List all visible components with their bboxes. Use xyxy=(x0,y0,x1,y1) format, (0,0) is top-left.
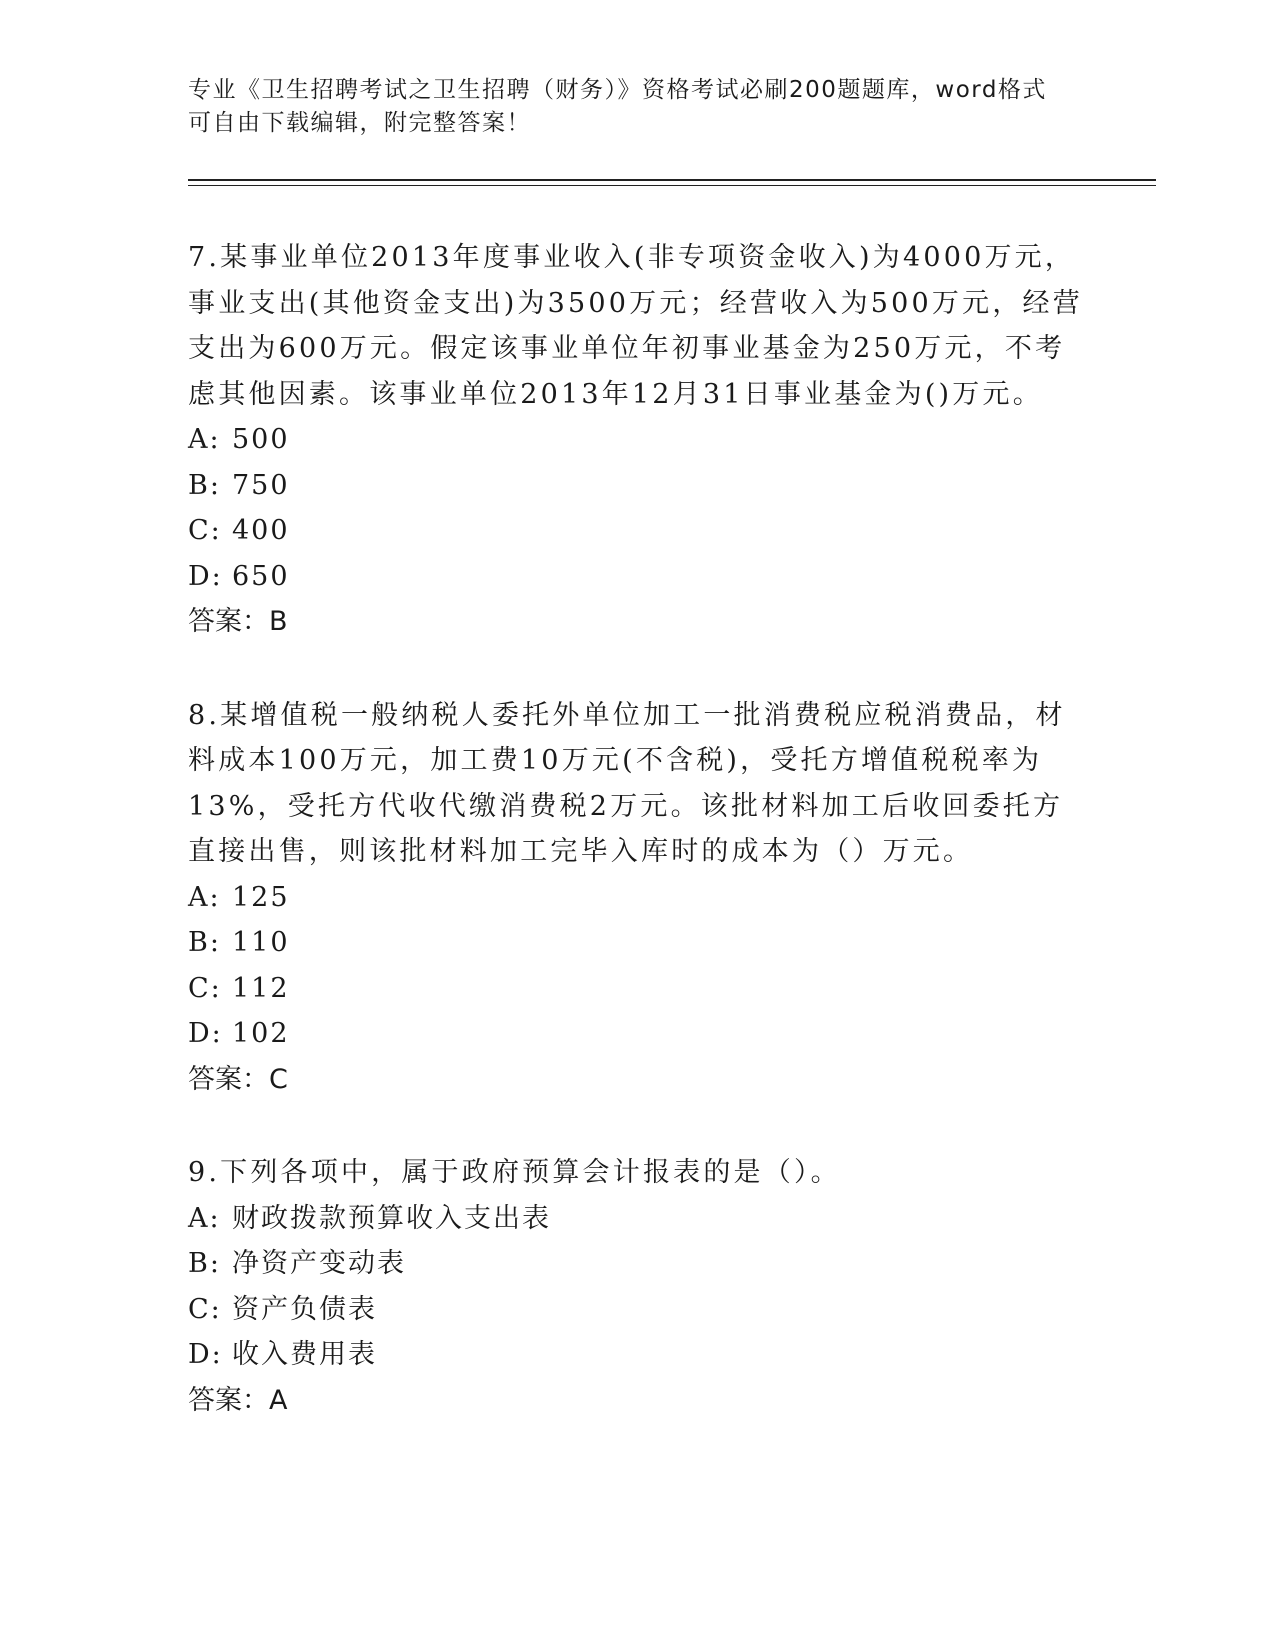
option-key: C: xyxy=(188,972,222,1004)
option-text: 650 xyxy=(232,560,290,592)
answer: 答案：A xyxy=(188,1384,288,1416)
document-header xyxy=(188,74,1068,140)
header-title-line-1: 专业《卫生招聘考试之卫生招聘（财务）》资格考试必刷200题题库，word格式 xyxy=(188,77,1047,103)
question-list xyxy=(188,235,1088,1471)
option-key: D: xyxy=(188,1018,223,1049)
option-key: C: xyxy=(188,515,222,546)
option-d xyxy=(188,554,1088,600)
header-divider xyxy=(188,179,1156,186)
option-key: A: xyxy=(188,1202,221,1234)
option-d xyxy=(188,1011,1088,1057)
option-key: B: xyxy=(188,927,221,958)
option-text: 125 xyxy=(232,881,290,913)
option-c xyxy=(188,966,1088,1012)
option-c xyxy=(188,508,1088,554)
question-9 xyxy=(188,1150,1088,1423)
option-key: A: xyxy=(188,424,221,455)
option-text: 财政拨款预算收入支出表 xyxy=(232,1202,551,1234)
answer: 答案：B xyxy=(188,606,288,637)
answer: 答案：C xyxy=(188,1063,288,1095)
option-b xyxy=(188,463,1088,509)
option-d xyxy=(188,1332,1088,1378)
option-text: 112 xyxy=(232,972,290,1004)
option-key: C: xyxy=(188,1293,222,1325)
option-text: 750 xyxy=(232,469,290,501)
option-key: D: xyxy=(188,560,223,592)
question-stem: 8.某增值税一般纳税人委托外单位加工一批消费税应税消费品，材料成本100万元，加工费10万元(不含税)，受托方增值税税率为13%，受托方代收代缴消费税2万元。该批材料加工后收回委托方直接出售，则该批材料加工完毕入库时的成本为（）万元。 xyxy=(188,699,1066,867)
option-text: 500 xyxy=(232,424,290,455)
option-text: 102 xyxy=(232,1018,290,1049)
option-b xyxy=(188,920,1088,966)
option-text: 资产负债表 xyxy=(232,1293,377,1325)
option-text: 收入费用表 xyxy=(232,1339,377,1370)
header-title-line-2: 可自由下载编辑，附完整答案！ xyxy=(188,110,531,136)
option-text: 110 xyxy=(232,927,290,958)
option-a xyxy=(188,1196,1088,1242)
question-stem: 9.下列各项中，属于政府预算会计报表的是（）。 xyxy=(188,1157,841,1188)
option-a xyxy=(188,875,1088,921)
question-7 xyxy=(188,235,1088,645)
option-key: D: xyxy=(188,1339,223,1370)
option-a xyxy=(188,417,1088,463)
option-key: B: xyxy=(188,1248,221,1279)
option-text: 净资产变动表 xyxy=(232,1248,406,1279)
option-key: A: xyxy=(188,881,221,913)
option-b xyxy=(188,1241,1088,1287)
question-8 xyxy=(188,693,1088,1103)
option-c xyxy=(188,1287,1088,1333)
option-key: B: xyxy=(188,469,221,501)
option-text: 400 xyxy=(232,515,290,546)
question-stem: 7.某事业单位2013年度事业收入(非专项资金收入)为4000万元，事业支出(其他资金支出)为3500万元；经营收入为500万元，经营支出为600万元。假定该事业单位年初事业基金为250万元，不考虑其他因素。该事业单位2013年12月31日事业基金为()万元。 xyxy=(188,242,1083,410)
